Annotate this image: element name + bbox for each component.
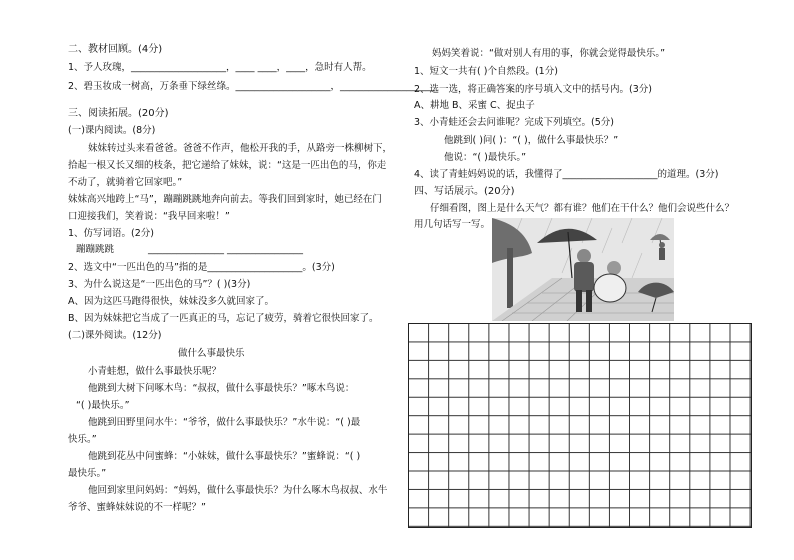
right-question-2: 2、选一选，将正确答案的序号填入文中的括号内。(3分) [414,84,653,95]
story-line: 他跳到田野里问水牛：“爷爷，做什么事最快乐？”水牛说：“( )最 [88,417,361,428]
part-2-heading: (二)课外阅读。(12分) [68,330,162,341]
question-3-option-b: B、因为妹妹把它当成了一匹真正的马，忘记了疲劳，骑着它很快回家了。 [68,313,379,324]
question-3: 3、为什么说这是“一匹出色的马”？( )(3分) [68,279,251,290]
passage-1-line: 拾起一根又长又细的枝条，把它递给了妹妹，说：“这是一匹出色的马，你走 [68,160,387,171]
story-line: 他跳到花丛中问蜜蜂：“小妹妹，做什么事最快乐？”蜜蜂说：“( ) [88,451,361,462]
passage-1-line: 不动了，就骑着它回家吧。” [68,177,183,188]
section-3-heading: 三、阅读拓展。(20分) [68,108,169,119]
part-1-heading: (一)课内阅读。(8分) [68,125,156,136]
question-2: 2、选文中“一匹出色的马”指的是____________________。(3分) [68,262,335,273]
passage-1-line: 口迎接我们，笑着说：“我早回来啦！” [68,211,230,222]
question-1-example: 蹦蹦跳跳 [76,244,115,255]
writing-prompt-line-2: 用几句话写一写。 [414,219,491,230]
story-line: 快乐。” [68,434,97,445]
right-question-2-options: A、耕地 B、采蜜 C、捉虫子 [414,100,535,111]
story-line: 他跳到大树下问啄木鸟：“叔叔，做什么事最快乐？”啄木鸟说： [88,383,355,394]
passage-1-line: 妹妹转过头来看爸爸。爸爸不作声，他松开我的手，从路旁一株柳树下， [88,143,393,154]
story-line: 最快乐。” [68,468,107,479]
section-2-question-1: 1、予人玫瑰，____________________，____ ____，____，急时有人帮。 [68,62,372,73]
writing-grid[interactable] [408,323,752,528]
story-line: “( )最快乐。” [76,400,130,411]
question-1-blanks[interactable]: ________________ ________________ [148,244,304,255]
story-title: 做什么事最快乐 [178,348,245,359]
story-line: 他回到家里问妈妈：“妈妈，做什么事最快乐？为什么啄木鸟叔叔、水牛 [88,485,388,496]
story-ending: 妈妈笑着说：“做对别人有用的事，你就会觉得最快乐。” [432,48,666,59]
writing-prompt-line-1: 仔细看图，图上是什么天气？都有谁？他们在干什么？他们会说些什么？ [430,203,735,214]
right-question-3-line-2: 他说：“( )最快乐。” [444,152,527,163]
story-line: 小青蛙想，做什么事最快乐呢？ [88,366,222,377]
passage-1-line: 妹妹高兴地跨上“马”，蹦蹦跳跳地奔向前去。等我们回到家时，她已经在门 [68,194,382,205]
section-4-heading: 四、写话展示。(20分) [414,186,515,197]
rainy-day-umbrella-illustration [492,218,674,321]
section-2-question-2: 2、碧玉妆成一树高，万条垂下绿丝绦。____________________，____________________ [68,81,436,92]
question-3-option-a: A、因为这匹马跑得很快，妹妹没多久就回家了。 [68,296,274,307]
right-question-3-line-1: 他跳到( )问( )：“( )，做什么事最快乐？” [444,135,619,146]
story-line: 爷爷、蜜蜂妹妹说的不一样呢？” [68,502,206,513]
question-1: 1、仿写词语。(2分) [68,228,155,239]
section-2-heading: 二、教材回顾。(4分) [68,44,163,55]
right-question-4: 4、读了青蛙妈妈说的话，我懂得了____________________的道理。(3分) [414,169,719,180]
right-question-3: 3、小青蛙还会去问谁呢？完成下列填空。(5分) [414,117,615,128]
right-question-1: 1、短文一共有( )个自然段。(1分) [414,66,558,77]
